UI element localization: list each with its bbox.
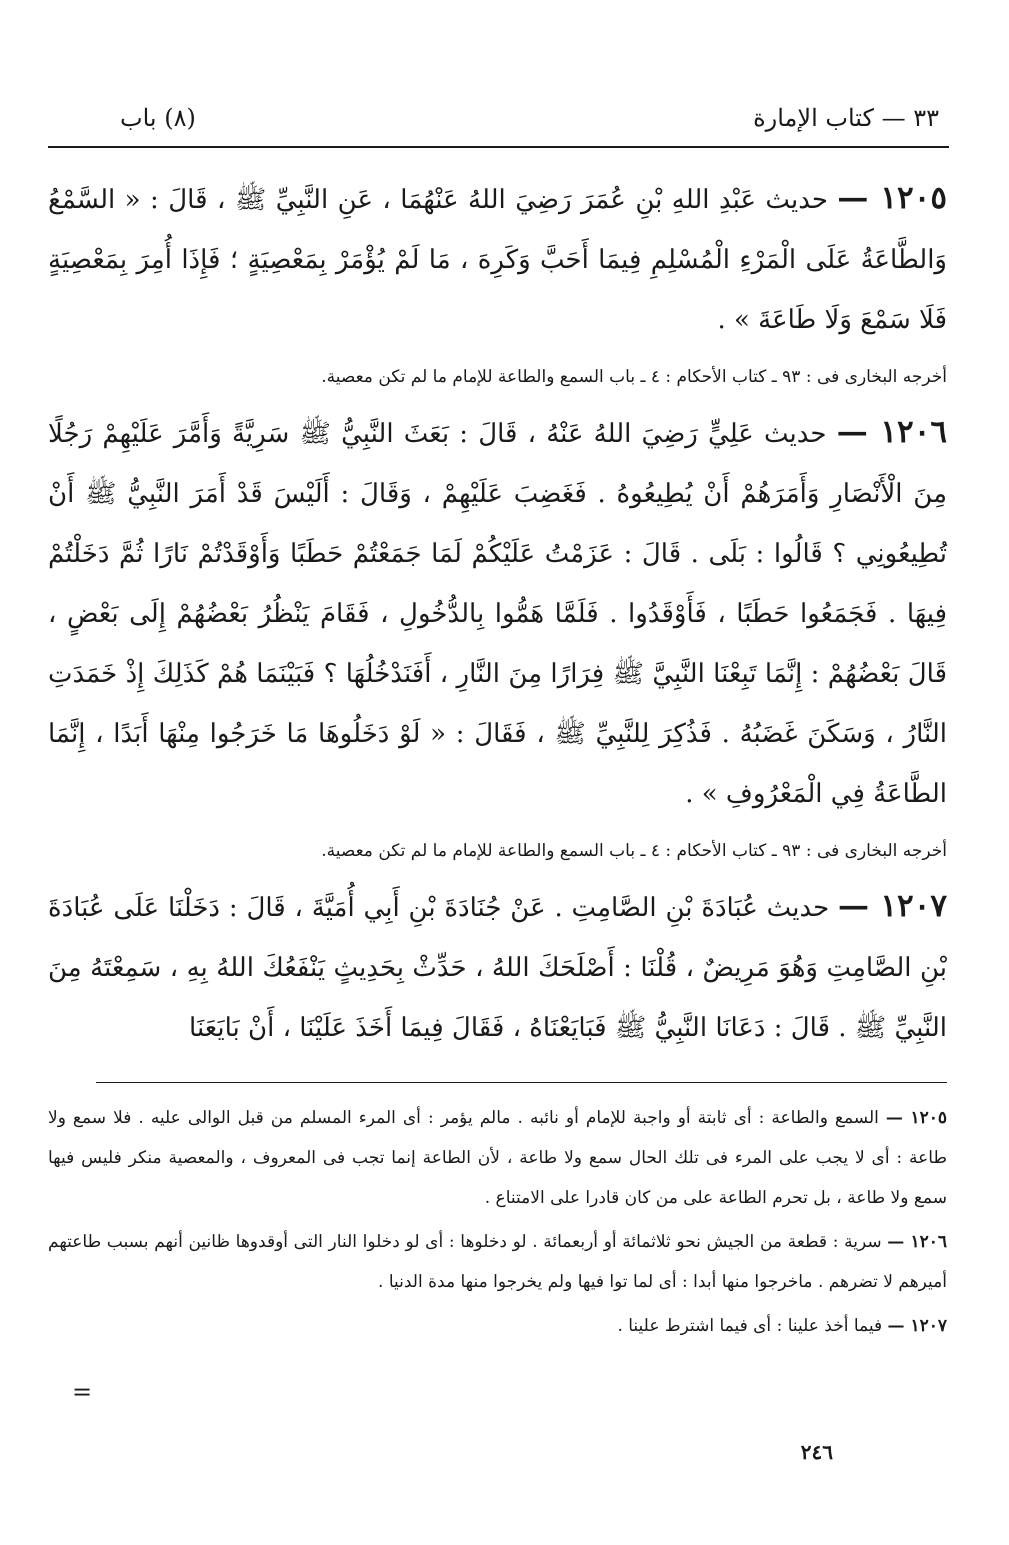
hadith-text: حديث عُبَادَةَ بْنِ الصَّامِتِ . عَنْ جُنَادَةَ بْنِ أَبِي أُمَيَّةَ ، قَالَ : دَخَلْنَا عَلَى عُبَادَةَ بْنِ الصَّامِتِ وَهُوَ مَرِيضٌ ، قُلْنَا : أَصْلَحَكَ اللهُ ، حَدِّثْ بِحَدِيثٍ يَنْفَعُكَ اللهُ بِهِ ، سَمِعْتَهُ مِنَ النَّبِيِّ ﷺ . قَالَ : دَعَانَا النَّبِيُّ ﷺ فَبَايَعْنَاهُ ، فَقَالَ فِيمَا أَخَذَ عَلَيْنَا ، أَنْ بَايَعَنَا <box>48 893 947 1043</box>
hadith-text: حديث عَلِيٍّ رَضِيَ اللهُ عَنْهُ ، قَالَ : بَعَثَ النَّبِيُّ ﷺ سَرِيَّةً وَأَمَّرَ عَلَيْهِمْ رَجُلًا مِنَ الْأَنْصَارِ وَأَمَرَهُمْ أَنْ يُطِيعُوهُ . فَغَضِبَ عَلَيْهِمْ ، وَقَالَ : أَلَيْسَ قَدْ أَمَرَ النَّبِيُّ ﷺ أَنْ تُطِيعُونِي ؟ قَالُوا : بَلَى . قَالَ : عَزَمْتُ عَلَيْكُمْ لَمَا جَمَعْتُمْ حَطَبًا وَأَوْقَدْتُمْ نَارًا ثُمَّ دَخَلْتُمْ فِيهَا . فَجَمَعُوا حَطَبًا ، فَأَوْقَدُوا . فَلَمَّا هَمُّوا بِالدُّخُولِ ، فَقَامَ يَنْظُرُ بَعْضُهُمْ إِلَى بَعْضٍ ، قَالَ بَعْضُهُمْ : إِنَّمَا تَبِعْنَا النَّبِيَّ ﷺ فِرَارًا مِنَ النَّارِ ، أَفَنَدْخُلُهَا ؟ فَبَيْنَمَا هُمْ كَذَلِكَ إِذْ خَمَدَتِ النَّارُ ، وَسَكَنَ غَضَبُهُ . فَذُكِرَ لِلنَّبِيِّ ﷺ ، فَقَالَ : « لَوْ دَخَلُوهَا مَا خَرَجُوا مِنْهَا أَبَدًا ، إِنَّمَا الطَّاعَةُ فِي الْمَعْرُوفِ » . <box>48 419 947 809</box>
page-number: ٢٤٦ <box>800 1440 833 1464</box>
chapter-label: (٨) باب <box>120 104 196 132</box>
page-header <box>120 96 939 140</box>
hadith-body <box>48 168 947 1058</box>
footnote-number: ١٢٠٦ — <box>887 1232 948 1252</box>
hadith-source: أخرجه البخارى فى : ٩٣ ـ كتاب الأحكام : ٤ ـ باب السمع والطاعة للإمام ما لم تكن معصية. <box>321 841 947 861</box>
hadith-text: حديث عَبْدِ اللهِ بْنِ عُمَرَ رَضِيَ اللهُ عَنْهُمَا ، عَنِ النَّبِيِّ ﷺ ، قَالَ : « السَّمْعُ وَالطَّاعَةُ عَلَى الْمَرْءِ الْمُسْلِمِ فِيمَا أَحَبَّ وَكَرِهَ ، مَا لَمْ يُؤْمَرْ بِمَعْصِيَةٍ ؛ فَإِذَا أُمِرَ بِمَعْصِيَةٍ فَلَا سَمْعَ وَلَا طَاعَةَ » . <box>48 185 947 335</box>
footnote-text: السمع والطاعة : أى ثابتة أو واجبة للإمام أو نائبه . مالم يؤمر : أى المرء المسلم من قبل الوالى عليه . فلا سمع ولا طاعة : أى لا يجب على المرء فى تلك الحال سمع ولا طاعة ، لأن الطاعة إنما تجب فى المعروف ، والمعصية منكر فليس فيها سمع ولا طاعة ، بل تحرم الطاعة على من كان قادرا على الامتناع . <box>48 1108 947 1208</box>
hadith-number: ١٢٠٧ — <box>838 888 948 924</box>
footnote-1207 <box>48 1306 947 1346</box>
hadith-number: ١٢٠٦ — <box>836 414 948 450</box>
hadith-number: ١٢٠٥ — <box>837 180 947 216</box>
continuation-mark: = <box>72 1378 93 1406</box>
footnote-text: سرية : قطعة من الجيش نحو ثلاثمائة أو أربعمائة . لو دخلوها : أى لو دخلوا النار التى أوقدوها ظانين أنهم بسبب طاعتهم أميرهم لا تضرهم . ماخرجوا منها أبدا : أى لما توا فيها ولم يخرجوا منها مدة الدنيا . <box>48 1232 947 1292</box>
footnotes <box>48 1098 947 1350</box>
footnote-1206 <box>48 1222 947 1302</box>
header-divider <box>48 146 949 148</box>
footnote-number: ١٢٠٧ — <box>887 1316 947 1336</box>
footnote-1205 <box>48 1098 947 1218</box>
hadith-1205 <box>48 168 947 350</box>
book-title: ٣٣ — كتاب الإمارة <box>753 104 939 132</box>
hadith-1207 <box>48 876 947 1058</box>
footnote-text: فيما أخذ علينا : أى فيما اشترط علينا . <box>617 1316 883 1336</box>
footnote-number: ١٢٠٥ — <box>885 1108 947 1128</box>
footnote-divider <box>96 1082 947 1083</box>
hadith-source: أخرجه البخارى فى : ٩٣ ـ كتاب الأحكام : ٤ ـ باب السمع والطاعة للإمام ما لم تكن معصية. <box>321 367 947 387</box>
hadith-1206 <box>48 402 947 824</box>
